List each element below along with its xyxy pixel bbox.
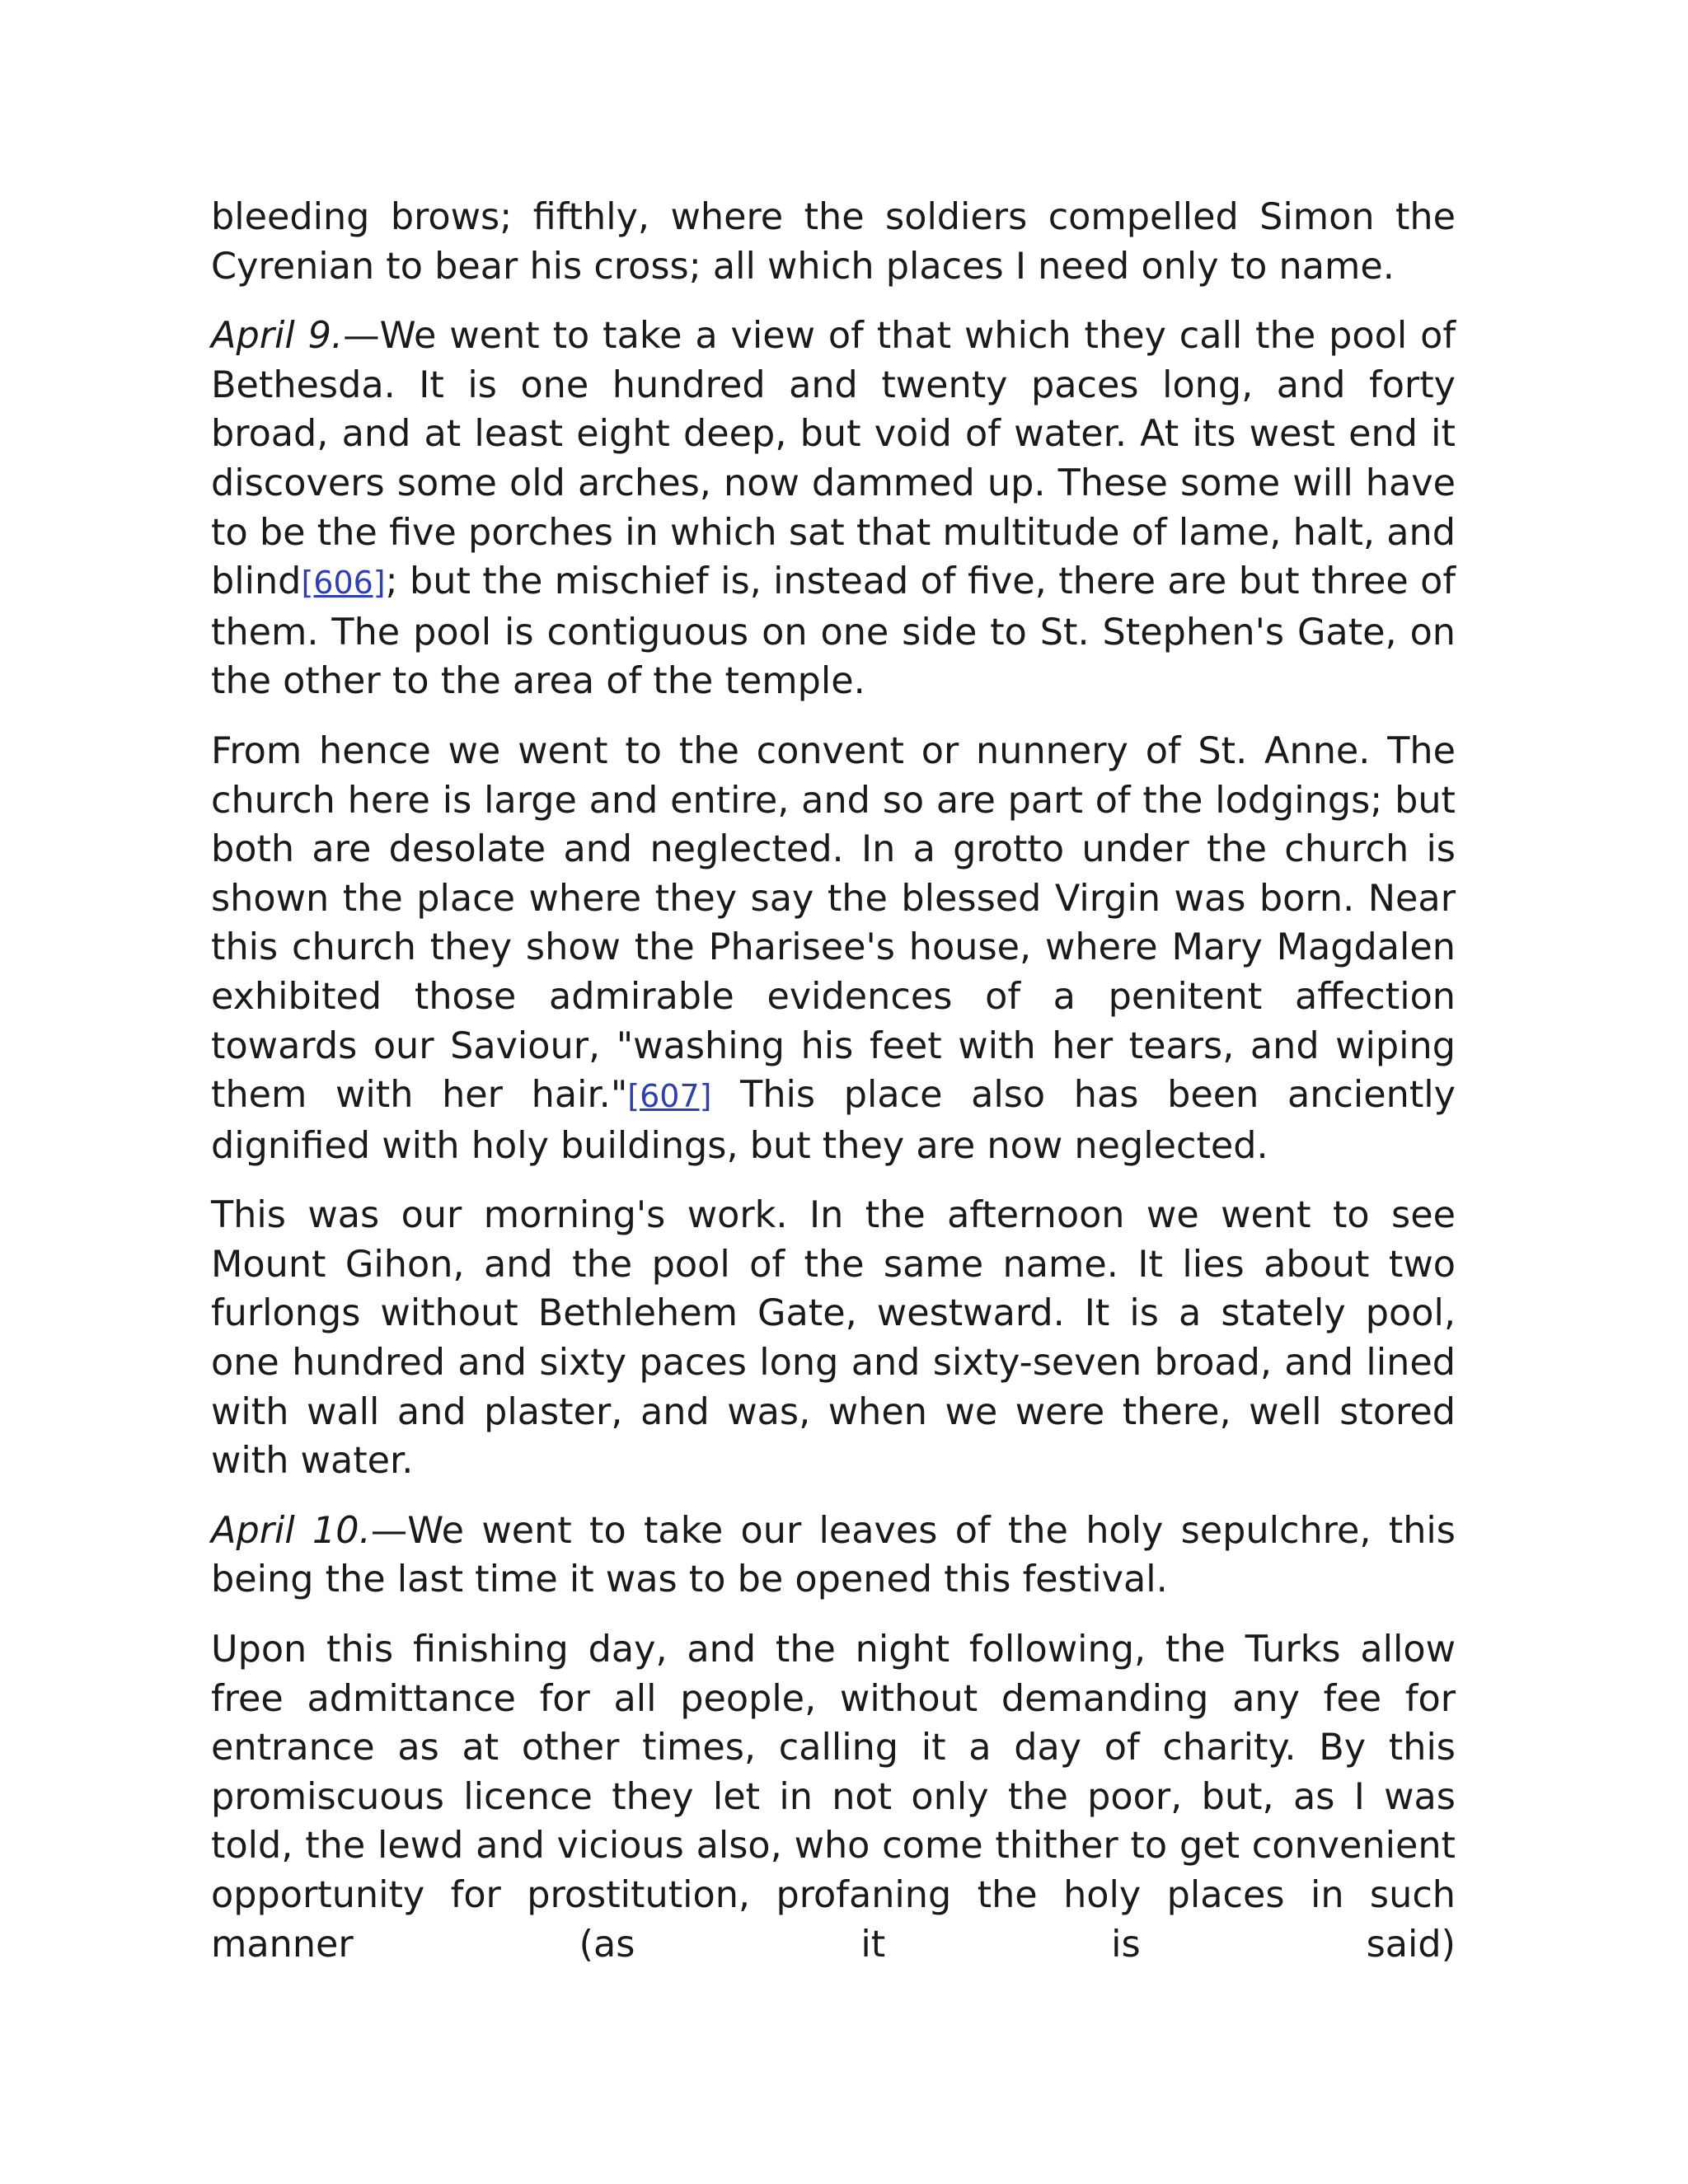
- paragraph-text: From hence we went to the convent or nunnery of St. Anne. The church here is large and entire, and so are part of the lodgings; but both are desolate and neglected. In a grotto under the church is shown the place where they say the blessed Virgin was born. Near this church they show the Pharisee's house, where Mary Magdalen exhibited those admirable evidences of a penitent affection towards our Saviour, "washing his feet with her tears, and wiping them with her hair.": [211, 729, 1456, 1117]
- paragraph-5: [211, 1507, 1456, 1605]
- paragraph-text: This was our morning's work. In the afternoon we went to see Mount Gihon, and the pool of the same name. It lies about two furlongs without Bethlehem Gate, westward. It is a stately pool, one hundred and sixty paces long and sixty-seven broad, and lined with wall and plaster, and was, when we were there, well stored with water.: [211, 1194, 1456, 1483]
- paragraph-3: [211, 727, 1456, 1170]
- footnote-link-607[interactable]: [607]: [627, 1078, 712, 1115]
- paragraph-text: This place also has been anciently dignified with holy buildings, but they are now neglected.: [211, 1074, 1456, 1167]
- paragraph-4: [211, 1191, 1456, 1486]
- paragraph-text: Upon this finishing day, and the night following, the Turks allow free admittance for all people, without demanding any fee for entrance as at other times, calling it a day of charity. By this promiscuous licence they let in not only the poor, but, as I was told, the lewd and vicious also, who come thither to get convenient opportunity for prostitution, profaning the holy places in such manner (as it is said): [211, 1629, 1456, 1966]
- paragraph-text: ; but the mischief is, instead of five, there are but three of them. The pool is contiguous on one side to St. Stephen's Gate, on the other to the area of the temple.: [211, 560, 1456, 703]
- footnote-link-606[interactable]: [606]: [301, 565, 386, 602]
- paragraph-1: [211, 193, 1456, 291]
- entry-date: April 9.: [211, 315, 344, 358]
- paragraph-text: —We went to take our leaves of the holy sepulchre, this being the last time it was to be opened this festival.: [211, 1509, 1456, 1601]
- paragraph-2: [211, 312, 1456, 706]
- paragraph-text: —We went to take a view of that which they call the pool of Bethesda. It is one hundred and twenty paces long, and forty broad, and at least eight deep, but void of water. At its west end it discovers some old arches, now dammed up. These some will have to be the five porches in which sat that multitude of lame, halt, and blind: [211, 315, 1456, 603]
- document-body: [211, 193, 1456, 1990]
- paragraph-text: bleeding brows; fifthly, where the soldiers compelled Simon the Cyrenian to bear his cross; all which places I need only to name.: [211, 196, 1456, 288]
- paragraph-6: [211, 1625, 1456, 1969]
- entry-date: April 10.: [211, 1509, 371, 1552]
